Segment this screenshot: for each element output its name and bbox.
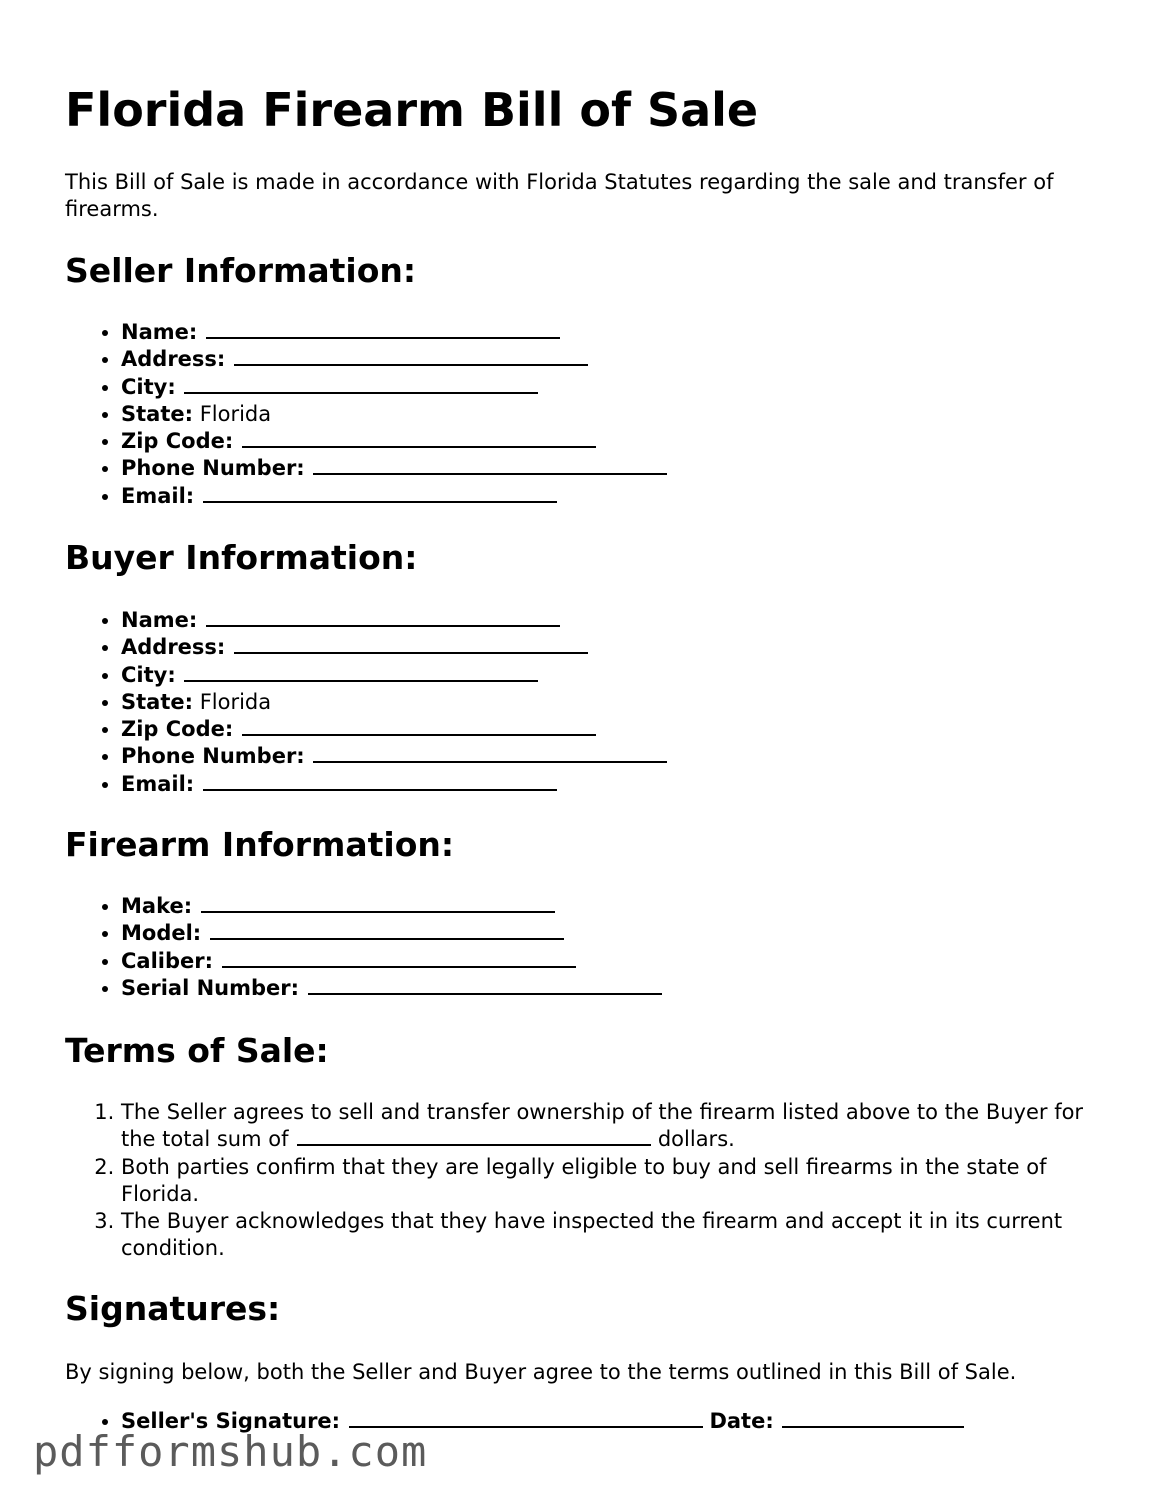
buyer-state-label: State: <box>121 689 194 714</box>
intro-paragraph: This Bill of Sale is made in accordance with Florida Statutes regarding the sale and transfer of firearms. <box>65 170 1054 221</box>
seller-zip-blank[interactable] <box>242 428 596 448</box>
seller-address-blank[interactable] <box>234 346 588 366</box>
firearm-caliber-field <box>121 948 662 975</box>
buyer-zip-label: Zip Code: <box>121 717 234 742</box>
seller-email-blank[interactable] <box>203 483 557 503</box>
sale-amount-blank[interactable] <box>297 1126 651 1146</box>
buyer-name-label: Name: <box>121 608 198 632</box>
buyer-email-field <box>121 771 667 798</box>
terms-heading: Terms of Sale: <box>65 1031 329 1070</box>
firearm-fields <box>65 893 662 1002</box>
seller-date-blank[interactable] <box>782 1408 964 1428</box>
firearm-serial-field <box>121 975 662 1002</box>
seller-date-label: Date: <box>709 1409 774 1433</box>
signatures-paragraph: By signing below, both the Seller and Buyer agree to the terms outlined in this Bill of Sale. <box>65 1360 1017 1384</box>
firearm-heading: Firearm Information: <box>65 825 455 864</box>
seller-state-value: Florida <box>199 401 272 426</box>
seller-address-field <box>121 346 667 373</box>
buyer-city-label: City: <box>121 662 176 687</box>
seller-zip-field <box>121 428 667 455</box>
buyer-heading: Buyer Information: <box>65 538 418 577</box>
terms-list <box>65 1099 1111 1263</box>
buyer-phone-blank[interactable] <box>313 743 667 763</box>
seller-name-label: Name: <box>121 320 198 344</box>
seller-heading: Seller Information: <box>65 251 417 290</box>
buyer-address-blank[interactable] <box>234 634 588 654</box>
terms-item <box>121 1208 1111 1263</box>
buyer-name-field <box>121 607 667 634</box>
firearm-caliber-blank[interactable] <box>222 948 576 968</box>
terms-item <box>121 1099 1111 1154</box>
buyer-city-blank[interactable] <box>184 662 538 682</box>
buyer-address-label: Address: <box>121 635 226 660</box>
seller-city-field <box>121 374 667 401</box>
seller-phone-field <box>121 455 667 482</box>
watermark-text: pdfformshub.com <box>33 1427 428 1476</box>
seller-city-label: City: <box>121 374 176 399</box>
seller-city-blank[interactable] <box>184 374 538 394</box>
buyer-email-label: Email: <box>121 771 195 796</box>
seller-phone-blank[interactable] <box>313 455 667 475</box>
seller-name-blank[interactable] <box>206 319 560 339</box>
buyer-state-value: Florida <box>199 689 272 714</box>
terms-item1-suffix: dollars. <box>657 1127 735 1152</box>
document-title: Florida Firearm Bill of Sale <box>65 83 759 137</box>
seller-signature-blank[interactable] <box>349 1408 703 1428</box>
firearm-make-label: Make: <box>121 894 193 918</box>
firearm-model-blank[interactable] <box>210 920 564 940</box>
buyer-zip-blank[interactable] <box>242 716 596 736</box>
firearm-model-label: Model: <box>121 921 202 946</box>
seller-signature-label: Seller's Signature: <box>121 1409 341 1433</box>
firearm-model-field <box>121 920 662 947</box>
firearm-make-field <box>121 893 662 920</box>
buyer-address-field <box>121 634 667 661</box>
firearm-caliber-label: Caliber: <box>121 948 214 973</box>
seller-phone-label: Phone Number: <box>121 456 305 481</box>
buyer-phone-label: Phone Number: <box>121 744 305 769</box>
seller-address-label: Address: <box>121 347 226 372</box>
terms-item1-text: The Seller agrees to sell and transfer ownership of the firearm listed above to the Buyer for the total sum of <box>121 1100 1084 1152</box>
buyer-name-blank[interactable] <box>206 607 560 627</box>
terms-item3-text: The Buyer acknowledges that they have inspected the firearm and accept it in its current condition. <box>121 1209 1063 1261</box>
firearm-serial-blank[interactable] <box>308 975 662 995</box>
terms-item2-text: Both parties confirm that they are legally eligible to buy and sell firearms in the state of Florida. <box>121 1154 1047 1206</box>
signatures-heading: Signatures: <box>65 1289 281 1328</box>
buyer-state-field <box>121 689 667 716</box>
firearm-serial-label: Serial Number: <box>121 975 300 1000</box>
seller-name-field <box>121 319 667 346</box>
buyer-fields <box>65 607 667 798</box>
terms-item <box>121 1154 1111 1209</box>
buyer-city-field <box>121 662 667 689</box>
firearm-make-blank[interactable] <box>201 893 555 913</box>
buyer-email-blank[interactable] <box>203 771 557 791</box>
seller-fields <box>65 319 667 510</box>
seller-state-field <box>121 401 667 428</box>
buyer-zip-field <box>121 716 667 743</box>
seller-email-label: Email: <box>121 483 195 508</box>
seller-zip-label: Zip Code: <box>121 429 234 454</box>
buyer-phone-field <box>121 743 667 770</box>
seller-state-label: State: <box>121 401 194 426</box>
seller-email-field <box>121 483 667 510</box>
